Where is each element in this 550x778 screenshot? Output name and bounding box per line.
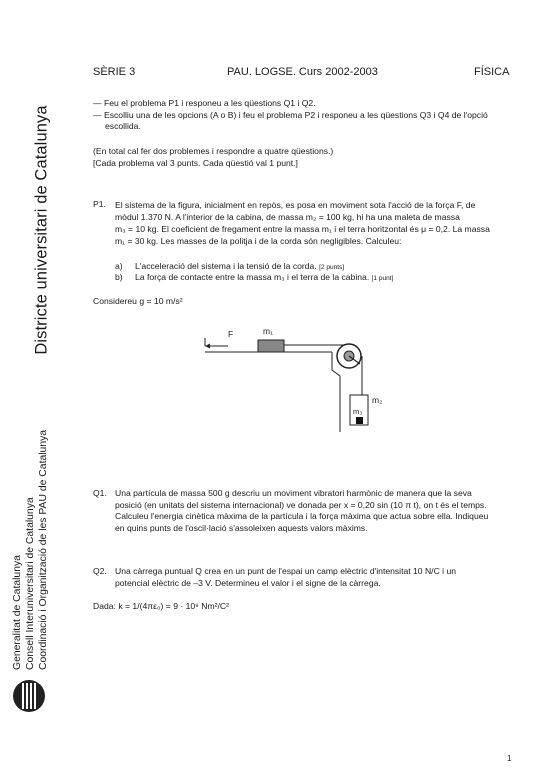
instruction-1: — Feu el problema P1 i responeu a les qüestions Q1 i Q2.	[93, 98, 316, 108]
q1-line-4: en quins punts de l'oscil·lació s'assoleixen aquests valors màxims.	[115, 522, 368, 533]
suitcase-m3	[356, 417, 363, 424]
note-2: [Cada problema val 3 punts. Cada qüestió val 1 punt.]	[93, 157, 298, 168]
p1-line-4: m₁ = 30 kg. Les masses de la politja i de la corda són negligibles. Calculeu:	[115, 236, 402, 246]
q1-line-2: posició (en unitats del sistema internacional) ve donada per x = 0,20 sin (10 π t), on t és el temps.	[115, 499, 487, 510]
generalitat-logo	[13, 680, 45, 712]
org-line-3: Coordinació i Organització de les PAU de Catalunya	[38, 429, 49, 670]
p1-a-label: a)	[115, 261, 123, 271]
m1-label: m₁	[263, 326, 273, 336]
mass-m1-block	[258, 340, 284, 352]
p1-a-points: [2 punts]	[319, 264, 345, 271]
p1-label: P1.	[93, 199, 106, 209]
p1-line-3: m₃ = 10 kg. El coeficient de fregament entre la massa m₁ i el terra horitzontal és μ = 0,2. La massa	[115, 224, 490, 234]
q1-line-1: Una partícula de massa 500 g descriu un moviment vibratori harmònic de manera que la seva	[115, 488, 472, 498]
q2-label: Q2.	[93, 566, 107, 576]
floor-edge	[332, 352, 340, 432]
subject-label: FÍSICA	[474, 66, 510, 78]
p1-a-text: L'acceleració del sistema i la tensió de la corda.	[135, 261, 317, 271]
org-line-1: Generalitat de Catalunya	[12, 555, 23, 670]
m3-label: m₃	[353, 407, 363, 416]
constant-data: Dada: k = 1/(4πε₀) = 9 · 10⁹ Nm²/C²	[93, 601, 229, 611]
pulley-figure	[195, 320, 395, 435]
force-label: F	[228, 329, 234, 339]
instruction-2-cont: escollida.	[105, 121, 141, 131]
force-arrowhead	[205, 344, 210, 349]
note-1: (En total cal fer dos problemes i respondre a quatre qüestions.)	[93, 146, 334, 156]
page-number: 1	[507, 754, 512, 763]
p1-line-2: mòdul 1.370 N. A l'interior de la cabina, de massa m₂ = 100 kg, hi ha una maleta de massa	[115, 212, 460, 222]
p1-b-label: b)	[115, 272, 123, 282]
q1-statement	[115, 488, 515, 534]
q2-statement	[115, 566, 515, 589]
p1-b-points: [1 punt]	[371, 275, 394, 282]
instruction-2: — Escolliu una de les opcions (A o B) i feu el problema P2 i responeu a les qüestions Q3 i Q4 de l'opció	[93, 109, 488, 120]
notes	[93, 146, 333, 169]
exam-title: PAU. LOGSE. Curs 2002-2003	[227, 66, 378, 78]
p1-consider: Considereu g = 10 m/s²	[93, 296, 183, 306]
q1-label: Q1.	[93, 488, 107, 498]
q2-line-1: Una càrrega puntual Q crea en un punt de l'espai un camp elèctric d'intensitat 10 N/C i un	[115, 566, 457, 576]
p1-part-b	[115, 272, 393, 285]
p1-b-text: La força de contacte entre la massa m₃ i el terra de la cabina.	[135, 272, 370, 282]
q1-line-3: Calculeu l'energia cinètica màxima de la partícula i la força màxima que actua sobre ella. Indiqueu	[115, 511, 489, 521]
series-label: SÈRIE 3	[93, 66, 136, 78]
p1-statement	[115, 199, 515, 247]
q2-line-2: potencial elèctric de –3 V. Determineu el valor i el signe de la càrrega.	[115, 577, 381, 588]
org-line-2: Consell Interuniversitari de Catalunya	[25, 497, 36, 670]
m2-label: m₂	[372, 395, 383, 405]
district-text: Districte universitari de Catalunya	[32, 105, 51, 355]
instructions	[93, 98, 518, 133]
p1-line-1: El sistema de la figura, inicialment en repòs, es posa en moviment sota l'acció de la força F, de	[115, 200, 476, 210]
